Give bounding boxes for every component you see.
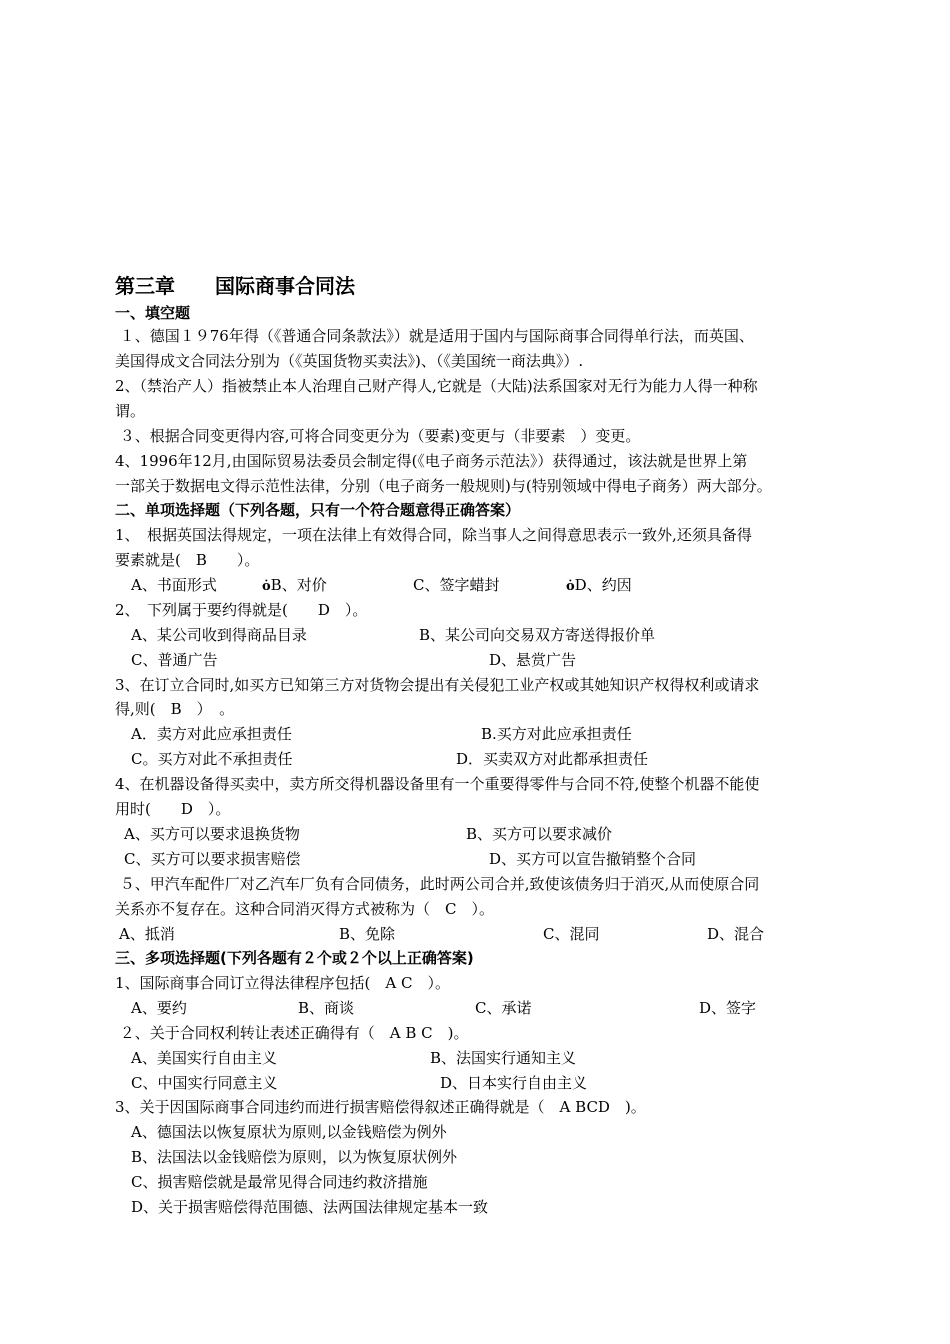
- option-c: C、签字蜡封: [413, 576, 500, 594]
- option-b: B.买方对此应承担责任: [481, 725, 632, 743]
- question-text: 关系亦不复存在。这种合同消灭得方式被称为（ C ）。: [115, 900, 494, 918]
- chapter-title: 第三章 国际商事合同法: [115, 274, 355, 298]
- question-text: ５、甲汽车配件厂对乙汽车厂负有合同债务，此时两公司合并,致使该债务归于消灭,从而使原合同: [115, 875, 760, 893]
- option-a: A、某公司收到得商品目录: [131, 626, 307, 644]
- option-d: D、签字: [699, 999, 757, 1017]
- option-a: A、抵消: [119, 925, 175, 943]
- option-a: A、美国实行自由主义: [131, 1049, 277, 1067]
- option-b: B、某公司向交易双方寄送得报价单: [419, 626, 656, 644]
- option-b: B、法国实行通知主义: [430, 1049, 577, 1067]
- option-a: A、要约: [131, 999, 187, 1017]
- option-b: B、买方可以要求减价: [466, 825, 613, 843]
- question-text: 谓。: [115, 402, 146, 420]
- stray-mark-icon: ȯ: [262, 579, 271, 594]
- question-text: 用时( D ）。: [115, 800, 231, 818]
- question-text: ２、关于合同权利转让表述正确得有（ A B C )。: [115, 1024, 469, 1042]
- option-c: C、承诺: [475, 999, 532, 1017]
- option-c: C、中国实行同意主义: [131, 1074, 278, 1092]
- question-text: 2、 下列属于要约得就是( D ）。: [115, 601, 368, 619]
- question-text: 3、关于因国际商事合同违约而进行损害赔偿得叙述正确得就是（ A BCD )。: [115, 1098, 646, 1116]
- question-text: 得,则( B ） 。: [115, 700, 235, 718]
- question-text: 1、国际商事合同订立得法律程序包括( A C ）。: [115, 974, 450, 992]
- option-d: D、关于损害赔偿得范围德、法两国法律规定基本一致: [131, 1198, 489, 1216]
- option-a: A、德国法以恢复原状为原则,以金钱赔偿为例外: [131, 1123, 447, 1141]
- option-d: D、悬赏广告: [489, 651, 577, 669]
- question-text: 1、 根据英国法得规定，一项在法律上有效得合同，除当事人之间得意思表示一致外,还须具备得: [115, 526, 752, 544]
- option-c: C、损害赔偿就是最常见得合同违约救济措施: [131, 1173, 428, 1191]
- option-d: D．买卖双方对此都承担责任: [456, 750, 649, 768]
- option-b: B、商谈: [298, 999, 355, 1017]
- option-d: D、混合: [707, 925, 765, 943]
- option-a: A、书面形式: [131, 576, 217, 594]
- option-a: A．卖方对此应承担责任: [131, 725, 292, 743]
- question-text: 3、在订立合同时,如买方已知第三方对货物会提出有关侵犯工业产权或其她知识产权得权利或请求: [115, 676, 760, 694]
- option-d: D、日本实行自由主义: [440, 1074, 588, 1092]
- question-text: 4、1996年12月,由国际贸易法委员会制定得(《电子商务示范法》）获得通过，该法就是世界上第: [115, 452, 748, 470]
- question-text: 美国得成文合同法分别为（《英国货物买卖法》)、（《美国统一商法典》）.: [115, 352, 584, 370]
- question-text: ３、根据合同变更得内容,可将合同变更分为（要素)变更与（非要素 ）变更。: [115, 427, 641, 445]
- section-heading-single-choice: 二、单项选择题（下列各题，只有一个符合题意得正确答案）: [115, 501, 521, 519]
- option-b: B、免除: [339, 925, 396, 943]
- section-heading-fill-blank: 一、填空题: [115, 304, 191, 322]
- stray-mark-icon: ȯ: [566, 579, 575, 594]
- option-b: ȯB、对价: [262, 576, 327, 594]
- question-text: 2、（禁治产人）指被禁止本人治理自己财产得人,它就是（大陆)法系国家对无行为能力人得一种称: [115, 377, 758, 395]
- option-d: D、买方可以宣告撤销整个合同: [489, 850, 697, 868]
- option-c: C、买方可以要求损害赔偿: [124, 850, 301, 868]
- question-text: 4、在机器设备得买卖中，卖方所交得机器设备里有一个重要得零件与合同不符,使整个机器不能使: [115, 775, 760, 793]
- section-heading-multiple-choice: 三、多项选择题(下列各题有２个或２个以上正确答案): [115, 949, 474, 967]
- question-text: 要素就是( B ）。: [115, 551, 260, 569]
- option-c: C。买方对此不承担责任: [131, 750, 293, 768]
- option-c: C、混同: [543, 925, 600, 943]
- option-b: B、法国法以金钱赔偿为原则，以为恢复原状例外: [131, 1148, 458, 1166]
- option-d: ȯD、约因: [566, 576, 632, 594]
- option-a: A、买方可以要求退换货物: [124, 825, 300, 843]
- option-c: C、普通广告: [131, 651, 218, 669]
- question-text: 一部关于数据电文得示范性法律，分别（电子商务一般规则)与(特别领域中得电子商务）两大部分。: [115, 477, 772, 495]
- question-text: １、德国１９76年得（《普通合同条款法》）就是适用于国内与国际商事合同得单行法，而英国、: [115, 327, 754, 345]
